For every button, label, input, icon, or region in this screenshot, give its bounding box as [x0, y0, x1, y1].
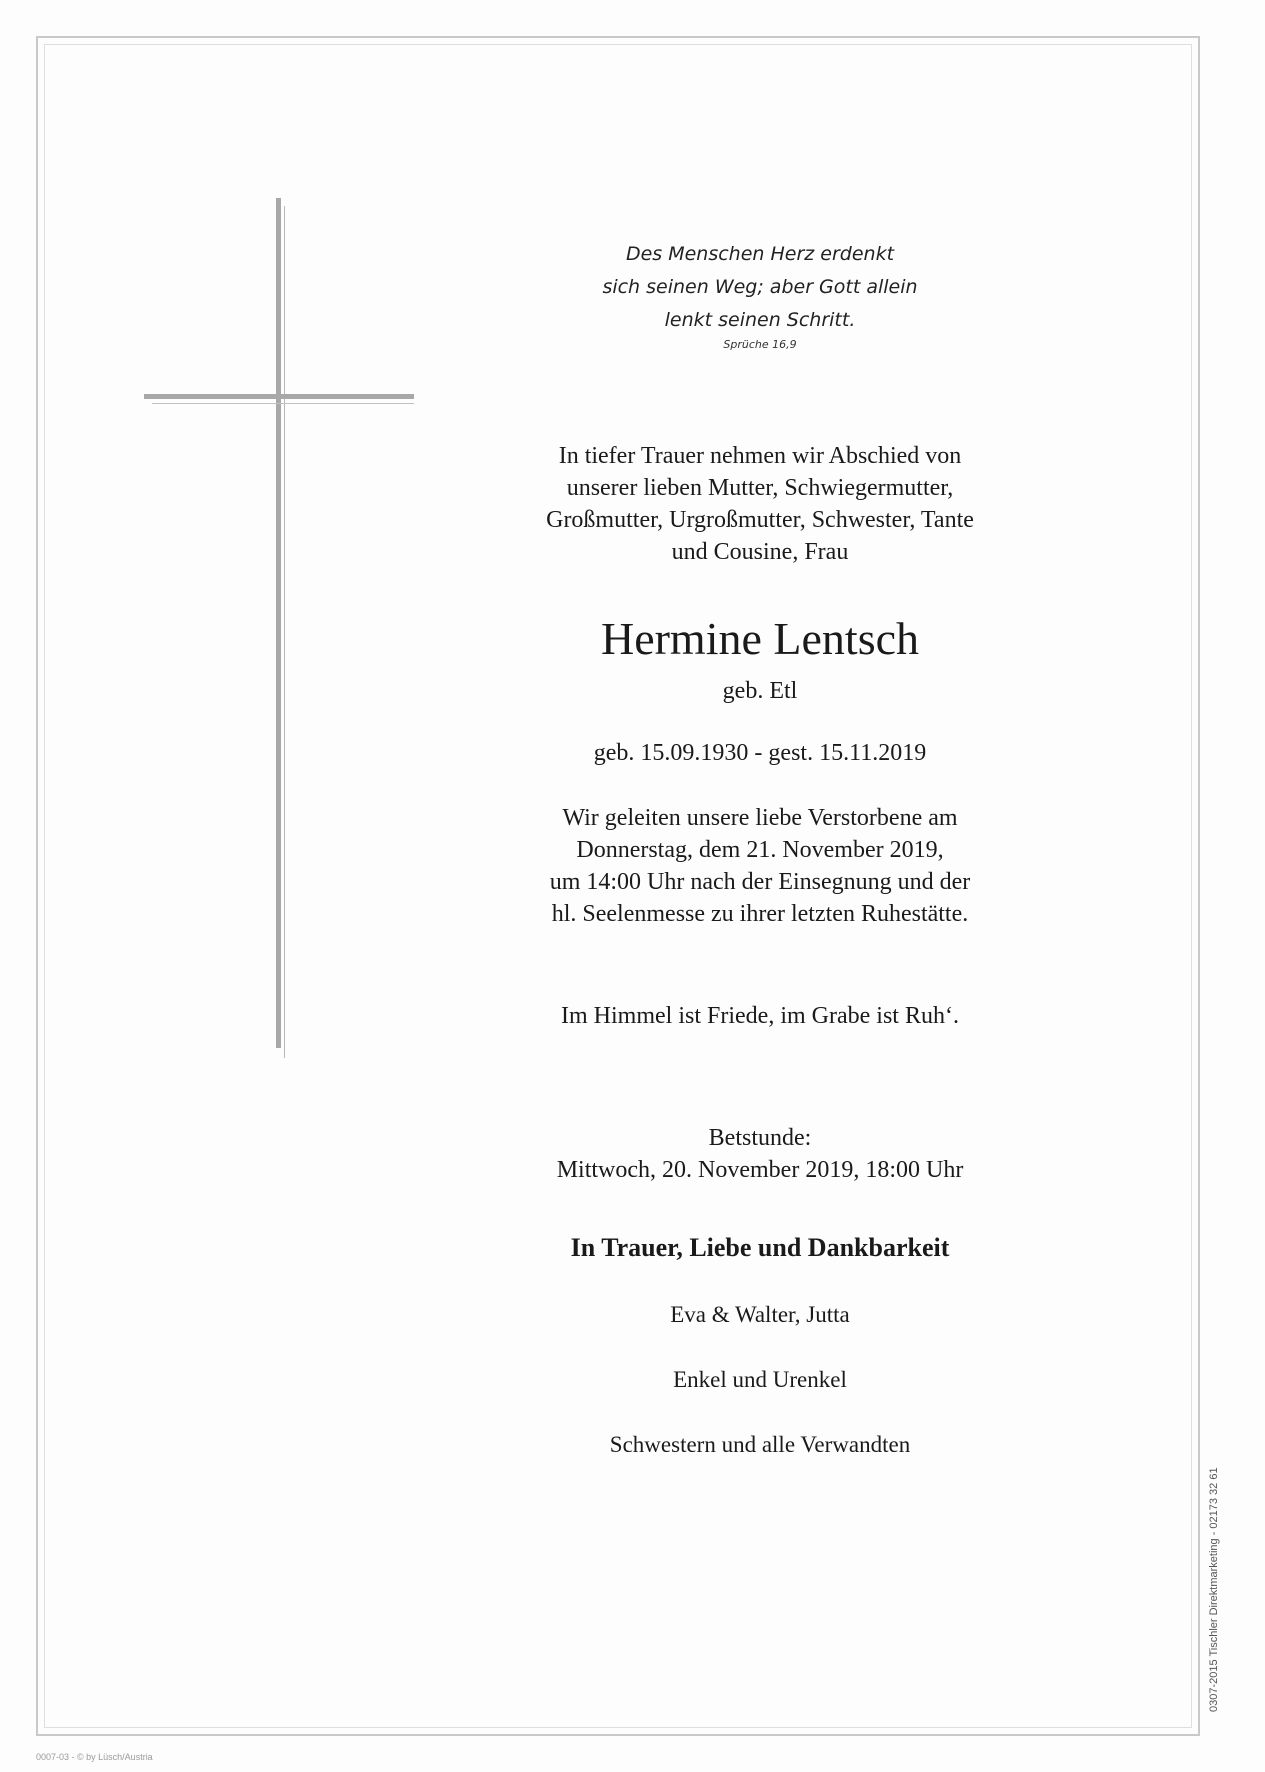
- intro-line: und Cousine, Frau: [671, 539, 849, 565]
- life-dates: geb. 15.09.1930 - gest. 15.11.2019: [593, 740, 927, 766]
- family-line: Enkel und Urenkel: [673, 1367, 847, 1392]
- intro-text: [460, 440, 1060, 568]
- family-line: Eva & Walter, Jutta: [670, 1302, 850, 1327]
- closing-heading: In Trauer, Liebe und Dankbarkeit: [570, 1233, 950, 1262]
- family-line: Schwestern und alle Verwandten: [609, 1432, 911, 1457]
- copyright-imprint: 0007-03 - © by Lüsch/Austria: [36, 1752, 153, 1762]
- deceased-name: Hermine Lentsch: [600, 613, 920, 664]
- verse-line: sich seinen Weg; aber Gott allein: [602, 276, 918, 298]
- prayer-hour: [460, 1122, 1060, 1186]
- funeral-line: hl. Seelenmesse zu ihrer letzten Ruhestätte.: [551, 901, 969, 927]
- intro-line: unserer lieben Mutter, Schwiegermutter,: [566, 475, 954, 501]
- funeral-line: Wir geleiten unsere liebe Verstorbene am: [562, 805, 958, 831]
- maiden-name: geb. Etl: [722, 678, 798, 704]
- verse-line: Des Menschen Herz erdenkt: [625, 243, 895, 265]
- closing-quote: Im Himmel ist Friede, im Grabe ist Ruh‘.: [561, 1003, 959, 1029]
- verse-line: lenkt seinen Schritt.: [664, 309, 856, 331]
- funeral-text: [460, 802, 1060, 930]
- funeral-line: um 14:00 Uhr nach der Einsegnung und der: [549, 869, 971, 895]
- prayer-label: Betstunde:: [708, 1125, 812, 1151]
- cross-horizontal-shadow: [152, 403, 414, 404]
- verse-reference: Sprüche 16,9: [723, 338, 797, 351]
- funeral-line: Donnerstag, dem 21. November 2019,: [576, 837, 944, 863]
- printer-imprint: 0307-2015 Tischler Direktmarketing - 02173 32 61: [1208, 1467, 1220, 1712]
- cross-vertical-shadow: [284, 206, 285, 1058]
- intro-line: Großmutter, Urgroßmutter, Schwester, Tante: [546, 507, 974, 533]
- cross-vertical-beam: [276, 198, 281, 1048]
- bible-verse: [460, 238, 1060, 337]
- cross-horizontal-beam: [144, 394, 414, 399]
- prayer-datetime: Mittwoch, 20. November 2019, 18:00 Uhr: [556, 1157, 964, 1183]
- intro-line: In tiefer Trauer nehmen wir Abschied von: [558, 443, 962, 469]
